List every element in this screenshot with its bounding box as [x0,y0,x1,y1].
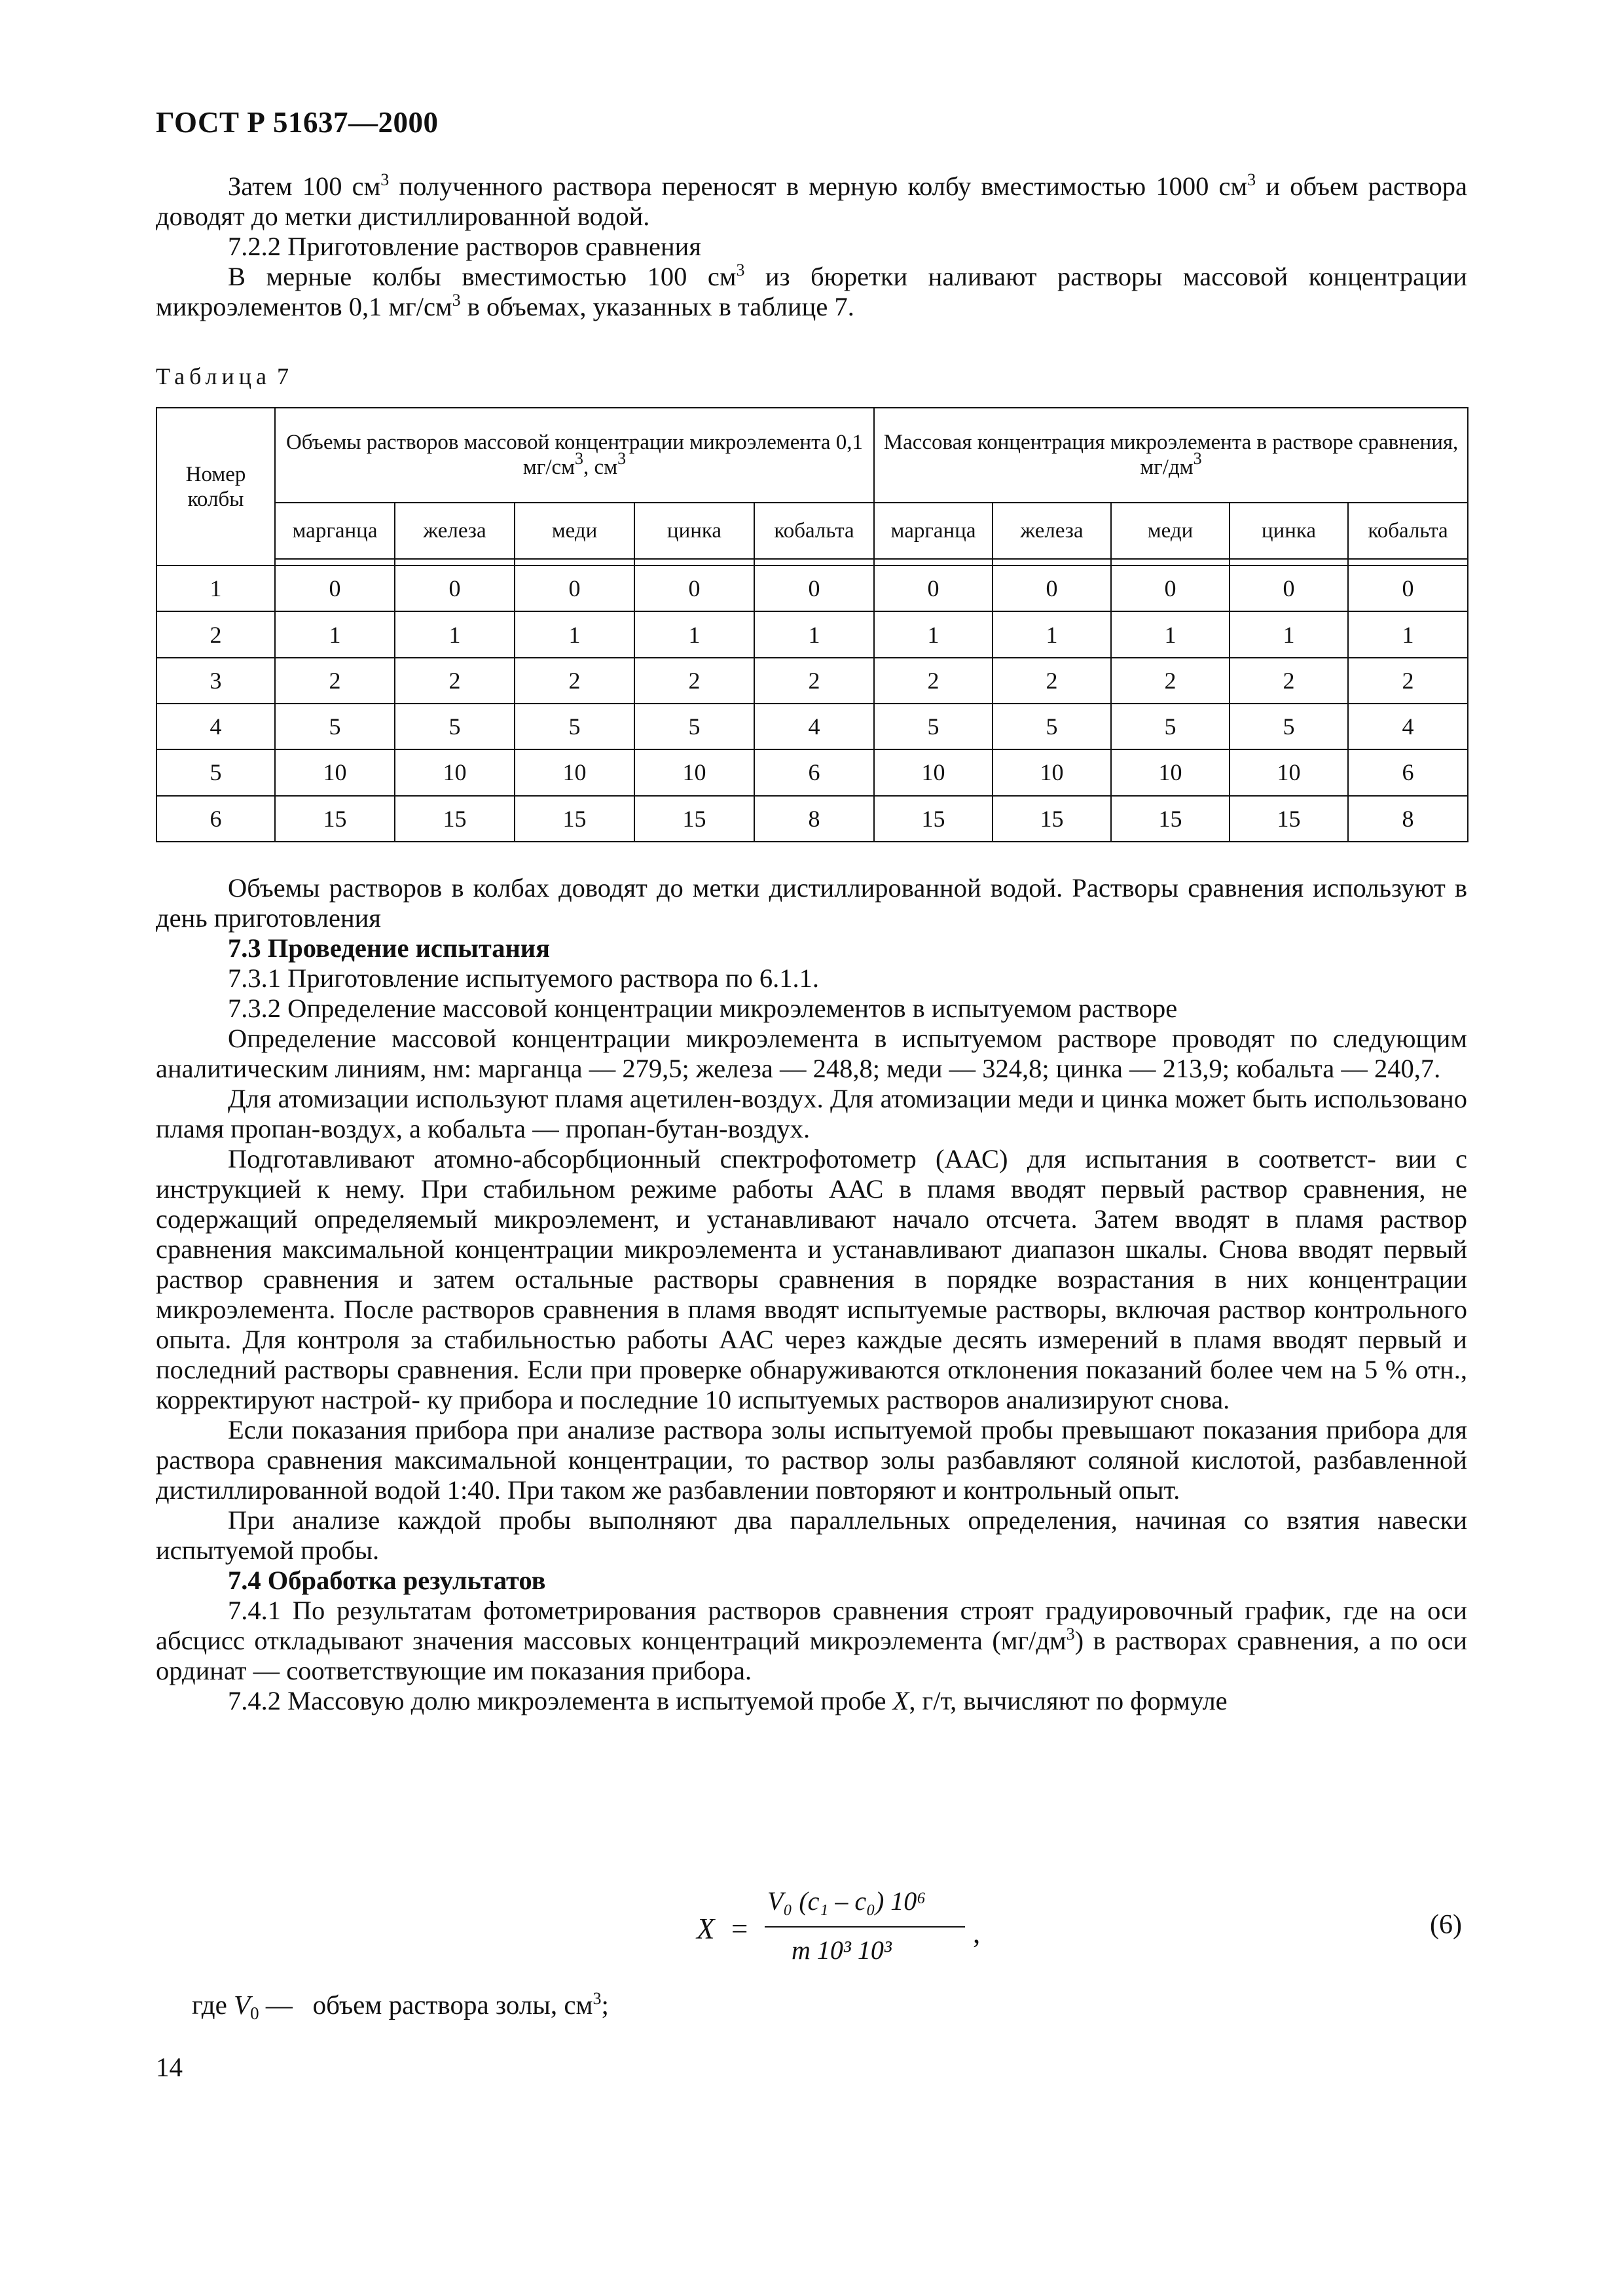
main-text [156,873,1467,1716]
table-cell: 0 [395,565,515,611]
aas-paragraph: Подготавливают атомно-абсорбционный спектрофотометр (ААС) для испытания в соответст- вии с инструкцией к нему. При стабильном режиме работы ААС в пламя вводят первый раствор сравнения, не содержащий определяемый микроэлемент, и устанавливают начало отсчета. Затем вводят в пламя раствор сравнения максимальной концентрации микроэлемента и устанавливают диапазон шкалы. Снова вводят первый раствор сравнения и затем остальные растворы сравнения в порядке возрастания в них концентрации микроэлемента. После растворов сравнения в пламя вводят испытуемые растворы, включая раствор контрольного опыта. Для контроля за стабильностью работы ААС через каждые десять измерений в пламя вводят первый и последний растворы сравнения. Если при проверке обнаруживаются отклонения показаний более чем на 5 % отн., корректируют настрой- ку прибора и последние 10 испытуемых растворов анализируют снова. [156,1144,1467,1414]
dilution-paragraph: Если показания прибора при анализе раствора золы испытуемой пробы превышают показания прибора для раствора сравнения максимальной концентрации, то раствор золы разбавляют соляной кислотой, разбавленной дистиллированной водой 1:40. При таком же разбавлении повторяют и контрольный опыт. [156,1415,1467,1505]
table-row [156,565,1468,611]
flask-number-cell: 2 [156,611,275,657]
table-cell: 1 [275,611,395,657]
intro-paragraph-3: В мерные колбы вместимостью 100 $см^3$ из бюретки наливают растворы массовой концентрации микроэлементов 0,1 $мг/см^3$ в объемах, указанных в таблице 7. [156,260,1467,321]
header-flask-number: Номер колбы [156,408,275,565]
table-cell: 1 [1230,611,1348,657]
table-cell: 2 [1111,658,1230,704]
document-code: ГОСТ Р 51637—2000 [156,106,439,139]
table-cell: 2 [1348,658,1468,704]
formula-numerator: V₀ (c₁ – c₀) 10⁶ [767,1886,926,1916]
table-cell: 2 [1230,658,1348,704]
subsection-7-2-2-title: 7.2.2 Приготовление растворов сравнения [228,232,701,261]
table-cell: 2 [993,658,1111,704]
table-cell: 2 [634,658,754,704]
after-table-paragraph: Объемы растворов в колбах доводят до метки дистиллированной водой. Растворы сравнения используют в день приготовления [156,873,1467,933]
table-cell: 0 [634,565,754,611]
table-cell: 5 [1230,704,1348,749]
table-cell: 15 [515,796,634,842]
table-cell: 10 [1111,749,1230,795]
table-cell: 2 [754,658,874,704]
flask-number-cell: 1 [156,565,275,611]
formula-lhs: X [697,1912,715,1945]
table-cell: 5 [993,704,1111,749]
subheader-cell: железа [395,503,515,559]
table-cell: 0 [754,565,874,611]
subheader-cell: марганца [874,503,993,559]
subsection-7-4-1: 7.4.1 По результатам фотометрирования растворов сравнения строят градуировочный график, где на оси абсцисс откладывают значения массовых концентраций микроэлемента $(мг/дм^3)$ в растворах сравнения, а по оси ординат — соответствующие им показания прибора. [156,1596,1467,1685]
table-cell: 6 [754,749,874,795]
intro-paragraph-1: Затем 100 $см^3$ полученного раствора переносят в мерную колбу вместимостью 1000 $см^3$ и объем раствора доводят до метки дистиллированной водой. [156,170,1467,231]
table-cell: 10 [275,749,395,795]
table-cell: 5 [275,704,395,749]
flask-number-cell: 6 [156,796,275,842]
table-cell: 15 [874,796,993,842]
table-body [156,565,1468,842]
table-cell: 10 [993,749,1111,795]
formula-comma: , [973,1916,981,1949]
table-cell: 10 [395,749,515,795]
section-7-3-heading: 7.3 Проведение испытания [228,933,551,963]
table-row [156,611,1468,657]
table-cell: 5 [874,704,993,749]
subsection-7-3-2: 7.3.2 Определение массовой концентрации микроэлементов в испытуемом растворе [228,994,1178,1023]
table-cell: 0 [1348,565,1468,611]
table-cell: 5 [395,704,515,749]
where-clause: где $V_0$ — объем раствора золы, $см^3$; [192,1989,609,2023]
table-cell: 2 [515,658,634,704]
table-caption: Таблица 7 [156,363,289,389]
formula-number: (6) [1430,1910,1462,1940]
table-cell: 0 [874,565,993,611]
table-cell: 15 [1111,796,1230,842]
table-row [156,658,1468,704]
table-cell: 0 [993,565,1111,611]
table-cell: 8 [1348,796,1468,842]
flask-number-cell: 5 [156,749,275,795]
table-cell: 1 [395,611,515,657]
table-cell: 5 [515,704,634,749]
page-number: 14 [156,2052,183,2082]
subheader-cell: марганца [275,503,395,559]
subheader-cell: кобальта [754,503,874,559]
subheader-cell: меди [1111,503,1230,559]
formula-equals: = [731,1912,748,1945]
table-row [156,704,1468,749]
header-group-volumes: Объемы растворов массовой концентрации микроэлемента 0,1 $мг/см^3$, $см^3$ [275,408,874,503]
table-cell: 15 [1230,796,1348,842]
flask-number-cell: 3 [156,658,275,704]
table-cell: 10 [1230,749,1348,795]
table-cell: 10 [874,749,993,795]
subheader-cell: цинка [634,503,754,559]
fraction-bar [765,1926,965,1928]
analytical-lines-paragraph: Определение массовой концентрации микроэлемента в испытуемом растворе проводят по следующим аналитическим линиям, нм: марганца — 279,5; железа — 248,8; меди — 324,8; цинка — 213,9; кобальта — 240,7. [156,1024,1467,1083]
table-cell: 15 [395,796,515,842]
table-cell: 0 [1111,565,1230,611]
subsection-7-4-2: 7.4.2 Массовую долю микроэлемента в испытуемой пробе X, г/т, вычисляют по формуле [228,1686,1228,1715]
table-cell: 1 [1111,611,1230,657]
page-content [156,0,1467,2296]
intro-section [156,171,1467,322]
table-cell: 15 [634,796,754,842]
table-cell: 0 [515,565,634,611]
table-cell: 2 [275,658,395,704]
subheader-cell: железа [993,503,1111,559]
table-cell: 4 [754,704,874,749]
table-cell: 5 [634,704,754,749]
table-cell: 1 [634,611,754,657]
table-cell: 2 [874,658,993,704]
subheader-cell: кобальта [1348,503,1468,559]
table-cell: 1 [1348,611,1468,657]
parallel-paragraph: При анализе каждой пробы выполняют два параллельных определения, начиная со взятия навески испытуемой пробы. [156,1505,1467,1565]
table-cell: 0 [275,565,395,611]
table-cell: 1 [993,611,1111,657]
table-cell: 1 [515,611,634,657]
flame-paragraph: Для атомизации используют пламя ацетилен-воздух. Для атомизации меди и цинка может быть использовано пламя пропан-воздух, а кобальта — пропан-бутан-воздух. [156,1084,1467,1143]
table-cell: 1 [754,611,874,657]
table-cell: 10 [634,749,754,795]
formula-6 [156,1885,1467,1977]
table-cell: 15 [993,796,1111,842]
subsection-7-3-1: 7.3.1 Приготовление испытуемого раствора по 6.1.1. [228,963,820,993]
table-cell: 0 [1230,565,1348,611]
table-cell: 10 [515,749,634,795]
table-cell: 5 [1111,704,1230,749]
formula-denominator: m 10³ 10³ [792,1935,892,1965]
subheader-cell: цинка [1230,503,1348,559]
table-cell: 4 [1348,704,1468,749]
subheader-cell: меди [515,503,634,559]
table-cell: 8 [754,796,874,842]
table-7 [156,407,1468,842]
section-7-4-heading: 7.4 Обработка результатов [228,1566,546,1595]
flask-number-cell: 4 [156,704,275,749]
table-row [156,749,1468,795]
table-row [156,796,1468,842]
table-cell: 15 [275,796,395,842]
table-cell: 1 [874,611,993,657]
header-group-concentration: Массовая концентрация микроэлемента в растворе сравнения, $мг/дм^3$ [874,408,1468,503]
table-cell: 6 [1348,749,1468,795]
table-cell: 2 [395,658,515,704]
